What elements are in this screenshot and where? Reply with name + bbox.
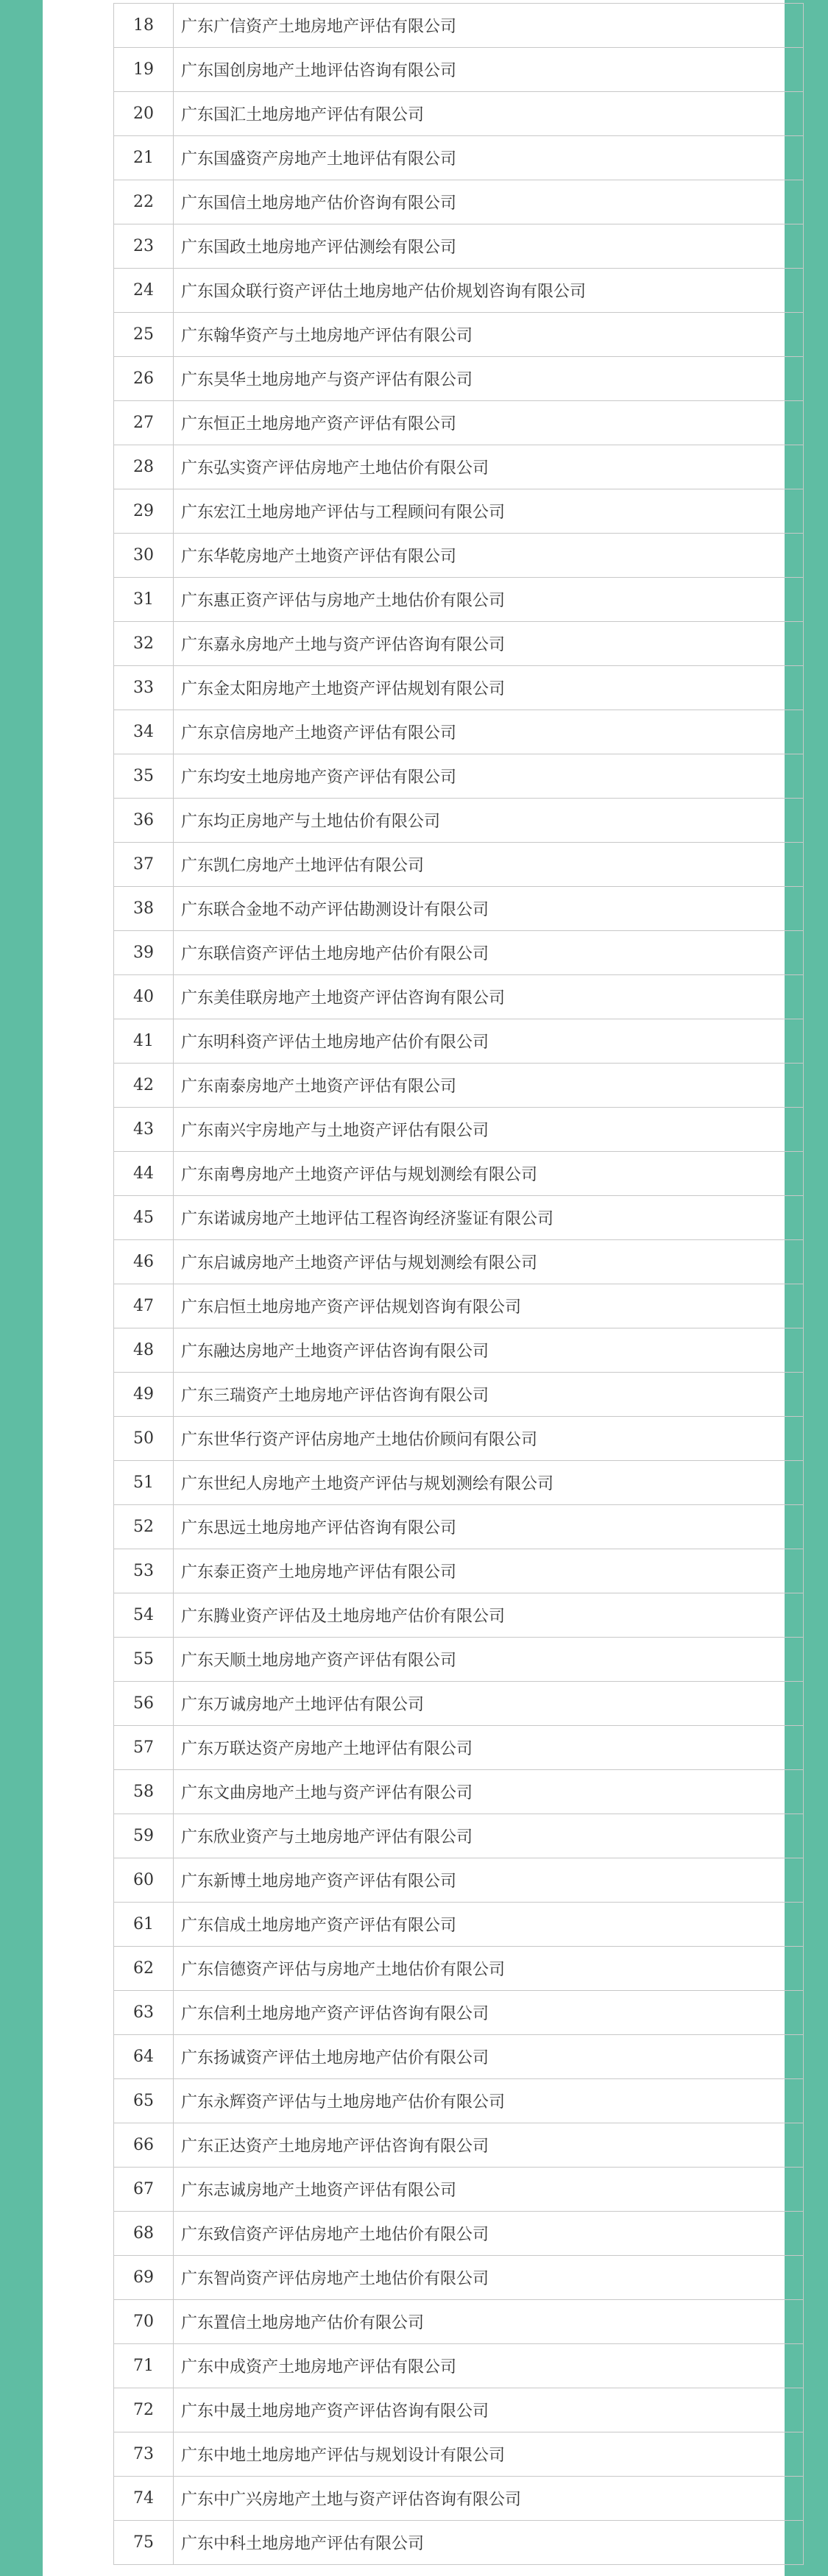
- row-number: 30: [114, 534, 174, 578]
- table-row: [114, 2256, 804, 2300]
- table-row: [114, 887, 804, 931]
- table-row: [114, 4, 804, 48]
- row-number: 65: [114, 2079, 174, 2123]
- table-row: [114, 622, 804, 666]
- company-name: 广东启恒土地房地产资产评估规划咨询有限公司: [174, 1284, 804, 1328]
- company-name: 广东联信资产评估土地房地产估价有限公司: [174, 931, 804, 975]
- table-row: [114, 445, 804, 489]
- table-row: [114, 2168, 804, 2212]
- row-number: 26: [114, 357, 174, 401]
- company-name: 广东天顺土地房地产资产评估有限公司: [174, 1638, 804, 1682]
- table-row: [114, 1991, 804, 2035]
- company-name: 广东弘实资产评估房地产土地估价有限公司: [174, 445, 804, 489]
- table-row: [114, 2344, 804, 2388]
- row-number: 66: [114, 2123, 174, 2168]
- table-row: [114, 2432, 804, 2477]
- company-name: 广东致信资产评估房地产土地估价有限公司: [174, 2212, 804, 2256]
- row-number: 75: [114, 2521, 174, 2565]
- table-row: [114, 1019, 804, 1064]
- row-number: 59: [114, 1814, 174, 1858]
- company-name: 广东泰正资产土地房地产评估有限公司: [174, 1549, 804, 1593]
- table-row: [114, 666, 804, 710]
- row-number: 28: [114, 445, 174, 489]
- company-name: 广东国盛资产房地产土地评估有限公司: [174, 136, 804, 180]
- company-name: 广东翰华资产与土地房地产评估有限公司: [174, 313, 804, 357]
- row-number: 54: [114, 1593, 174, 1638]
- company-name: 广东中成资产土地房地产评估有限公司: [174, 2344, 804, 2388]
- table-row: [114, 931, 804, 975]
- company-name: 广东思远土地房地产评估咨询有限公司: [174, 1505, 804, 1549]
- table-row: [114, 1196, 804, 1240]
- table-row: [114, 843, 804, 887]
- row-number: 72: [114, 2388, 174, 2432]
- row-number: 58: [114, 1770, 174, 1814]
- table-row: [114, 1417, 804, 1461]
- table-row: [114, 1064, 804, 1108]
- table-row: [114, 1858, 804, 1903]
- company-name: 广东均安土地房地产资产评估有限公司: [174, 754, 804, 799]
- table-row: [114, 1328, 804, 1373]
- row-number: 74: [114, 2477, 174, 2521]
- table-row: [114, 1726, 804, 1770]
- company-name: 广东永辉资产评估与土地房地产估价有限公司: [174, 2079, 804, 2123]
- company-name: 广东南兴宇房地产与土地资产评估有限公司: [174, 1108, 804, 1152]
- table-row: [114, 2212, 804, 2256]
- company-name: 广东欣业资产与土地房地产评估有限公司: [174, 1814, 804, 1858]
- row-number: 51: [114, 1461, 174, 1505]
- table-row: [114, 754, 804, 799]
- company-name: 广东联合金地不动产评估勘测设计有限公司: [174, 887, 804, 931]
- row-number: 70: [114, 2300, 174, 2344]
- row-number: 64: [114, 2035, 174, 2079]
- content-card: [43, 0, 785, 2576]
- company-name: 广东融达房地产土地资产评估咨询有限公司: [174, 1328, 804, 1373]
- company-name: 广东正达资产土地房地产评估咨询有限公司: [174, 2123, 804, 2168]
- row-number: 38: [114, 887, 174, 931]
- row-number: 24: [114, 269, 174, 313]
- company-name: 广东京信房地产土地资产评估有限公司: [174, 710, 804, 754]
- row-number: 47: [114, 1284, 174, 1328]
- row-number: 42: [114, 1064, 174, 1108]
- company-name: 广东金太阳房地产土地资产评估规划有限公司: [174, 666, 804, 710]
- company-name: 广东中广兴房地产土地与资产评估咨询有限公司: [174, 2477, 804, 2521]
- row-number: 35: [114, 754, 174, 799]
- company-name: 广东新博土地房地产资产评估有限公司: [174, 1858, 804, 1903]
- company-name: 广东万联达资产房地产土地评估有限公司: [174, 1726, 804, 1770]
- row-number: 34: [114, 710, 174, 754]
- row-number: 69: [114, 2256, 174, 2300]
- row-number: 21: [114, 136, 174, 180]
- row-number: 43: [114, 1108, 174, 1152]
- company-name: 广东信利土地房地产资产评估咨询有限公司: [174, 1991, 804, 2035]
- company-name: 广东中地土地房地产评估与规划设计有限公司: [174, 2432, 804, 2477]
- row-number: 22: [114, 180, 174, 224]
- table-row: [114, 1770, 804, 1814]
- table-row: [114, 975, 804, 1019]
- table-row: [114, 2079, 804, 2123]
- company-name: 广东恒正土地房地产资产评估有限公司: [174, 401, 804, 445]
- row-number: 60: [114, 1858, 174, 1903]
- company-name: 广东明科资产评估土地房地产估价有限公司: [174, 1019, 804, 1064]
- table-row: [114, 1947, 804, 1991]
- company-name: 广东智尚资产评估房地产土地估价有限公司: [174, 2256, 804, 2300]
- table-row: [114, 799, 804, 843]
- company-name: 广东嘉永房地产土地与资产评估咨询有限公司: [174, 622, 804, 666]
- table-row: [114, 1593, 804, 1638]
- table-row: [114, 1152, 804, 1196]
- company-name: 广东国众联行资产评估土地房地产估价规划咨询有限公司: [174, 269, 804, 313]
- row-number: 37: [114, 843, 174, 887]
- company-name: 广东惠正资产评估与房地产土地估价有限公司: [174, 578, 804, 622]
- row-number: 36: [114, 799, 174, 843]
- table-row: [114, 313, 804, 357]
- table-row: [114, 534, 804, 578]
- row-number: 27: [114, 401, 174, 445]
- company-name: 广东华乾房地产土地资产评估有限公司: [174, 534, 804, 578]
- row-number: 25: [114, 313, 174, 357]
- row-number: 50: [114, 1417, 174, 1461]
- company-name: 广东三瑞资产土地房地产评估咨询有限公司: [174, 1373, 804, 1417]
- company-name: 广东凯仁房地产土地评估有限公司: [174, 843, 804, 887]
- row-number: 23: [114, 224, 174, 269]
- row-number: 53: [114, 1549, 174, 1593]
- company-name: 广东启诚房地产土地资产评估与规划测绘有限公司: [174, 1240, 804, 1284]
- row-number: 67: [114, 2168, 174, 2212]
- company-name: 广东信德资产评估与房地产土地估价有限公司: [174, 1947, 804, 1991]
- table-row: [114, 1638, 804, 1682]
- company-name: 广东信成土地房地产资产评估有限公司: [174, 1903, 804, 1947]
- table-row: [114, 1461, 804, 1505]
- company-name: 广东文曲房地产土地与资产评估有限公司: [174, 1770, 804, 1814]
- row-number: 62: [114, 1947, 174, 1991]
- table-row: [114, 1903, 804, 1947]
- row-number: 49: [114, 1373, 174, 1417]
- company-name: 广东国信土地房地产估价咨询有限公司: [174, 180, 804, 224]
- row-number: 73: [114, 2432, 174, 2477]
- row-number: 41: [114, 1019, 174, 1064]
- company-name: 广东世纪人房地产土地资产评估与规划测绘有限公司: [174, 1461, 804, 1505]
- table-row: [114, 224, 804, 269]
- row-number: 61: [114, 1903, 174, 1947]
- table-row: [114, 1814, 804, 1858]
- company-name: 广东世华行资产评估房地产土地估价顾问有限公司: [174, 1417, 804, 1461]
- table-row: [114, 92, 804, 136]
- row-number: 56: [114, 1682, 174, 1726]
- row-number: 71: [114, 2344, 174, 2388]
- table-row: [114, 489, 804, 534]
- table-row: [114, 180, 804, 224]
- table-row: [114, 2521, 804, 2565]
- company-name: 广东中科土地房地产评估有限公司: [174, 2521, 804, 2565]
- company-name: 广东置信土地房地产估价有限公司: [174, 2300, 804, 2344]
- row-number: 18: [114, 4, 174, 48]
- company-name: 广东诺诚房地产土地评估工程咨询经济鉴证有限公司: [174, 1196, 804, 1240]
- row-number: 44: [114, 1152, 174, 1196]
- table-row: [114, 136, 804, 180]
- row-number: 40: [114, 975, 174, 1019]
- company-name: 广东志诚房地产土地资产评估有限公司: [174, 2168, 804, 2212]
- row-number: 39: [114, 931, 174, 975]
- table-row: [114, 578, 804, 622]
- row-number: 45: [114, 1196, 174, 1240]
- company-name: 广东均正房地产与土地估价有限公司: [174, 799, 804, 843]
- table-row: [114, 357, 804, 401]
- row-number: 55: [114, 1638, 174, 1682]
- row-number: 32: [114, 622, 174, 666]
- company-name: 广东国创房地产土地评估咨询有限公司: [174, 48, 804, 92]
- table-row: [114, 1682, 804, 1726]
- table-row: [114, 2300, 804, 2344]
- row-number: 48: [114, 1328, 174, 1373]
- table-row: [114, 1373, 804, 1417]
- table-row: [114, 2477, 804, 2521]
- table-row: [114, 2035, 804, 2079]
- row-number: 63: [114, 1991, 174, 2035]
- table-row: [114, 1108, 804, 1152]
- company-name: 广东昊华土地房地产与资产评估有限公司: [174, 357, 804, 401]
- company-name: 广东南泰房地产土地资产评估有限公司: [174, 1064, 804, 1108]
- company-name: 广东国政土地房地产评估测绘有限公司: [174, 224, 804, 269]
- table-row: [114, 1549, 804, 1593]
- company-name: 广东南粤房地产土地资产评估与规划测绘有限公司: [174, 1152, 804, 1196]
- table-row: [114, 1284, 804, 1328]
- company-name: 广东扬诚资产评估土地房地产估价有限公司: [174, 2035, 804, 2079]
- company-name: 广东美佳联房地产土地资产评估咨询有限公司: [174, 975, 804, 1019]
- table-row: [114, 710, 804, 754]
- company-name: 广东万诚房地产土地评估有限公司: [174, 1682, 804, 1726]
- company-name: 广东广信资产土地房地产评估有限公司: [174, 4, 804, 48]
- row-number: 57: [114, 1726, 174, 1770]
- table-row: [114, 1505, 804, 1549]
- table-row: [114, 1240, 804, 1284]
- row-number: 29: [114, 489, 174, 534]
- row-number: 46: [114, 1240, 174, 1284]
- company-name: 广东国汇土地房地产评估有限公司: [174, 92, 804, 136]
- company-table: [113, 3, 804, 2565]
- table-body: [114, 4, 804, 2565]
- row-number: 52: [114, 1505, 174, 1549]
- company-name: 广东腾业资产评估及土地房地产估价有限公司: [174, 1593, 804, 1638]
- company-name: 广东宏江土地房地产评估与工程顾问有限公司: [174, 489, 804, 534]
- row-number: 31: [114, 578, 174, 622]
- table-row: [114, 401, 804, 445]
- table-row: [114, 48, 804, 92]
- table-row: [114, 2388, 804, 2432]
- row-number: 68: [114, 2212, 174, 2256]
- company-name: 广东中晟土地房地产资产评估咨询有限公司: [174, 2388, 804, 2432]
- table-row: [114, 269, 804, 313]
- row-number: 33: [114, 666, 174, 710]
- row-number: 20: [114, 92, 174, 136]
- row-number: 19: [114, 48, 174, 92]
- table-row: [114, 2123, 804, 2168]
